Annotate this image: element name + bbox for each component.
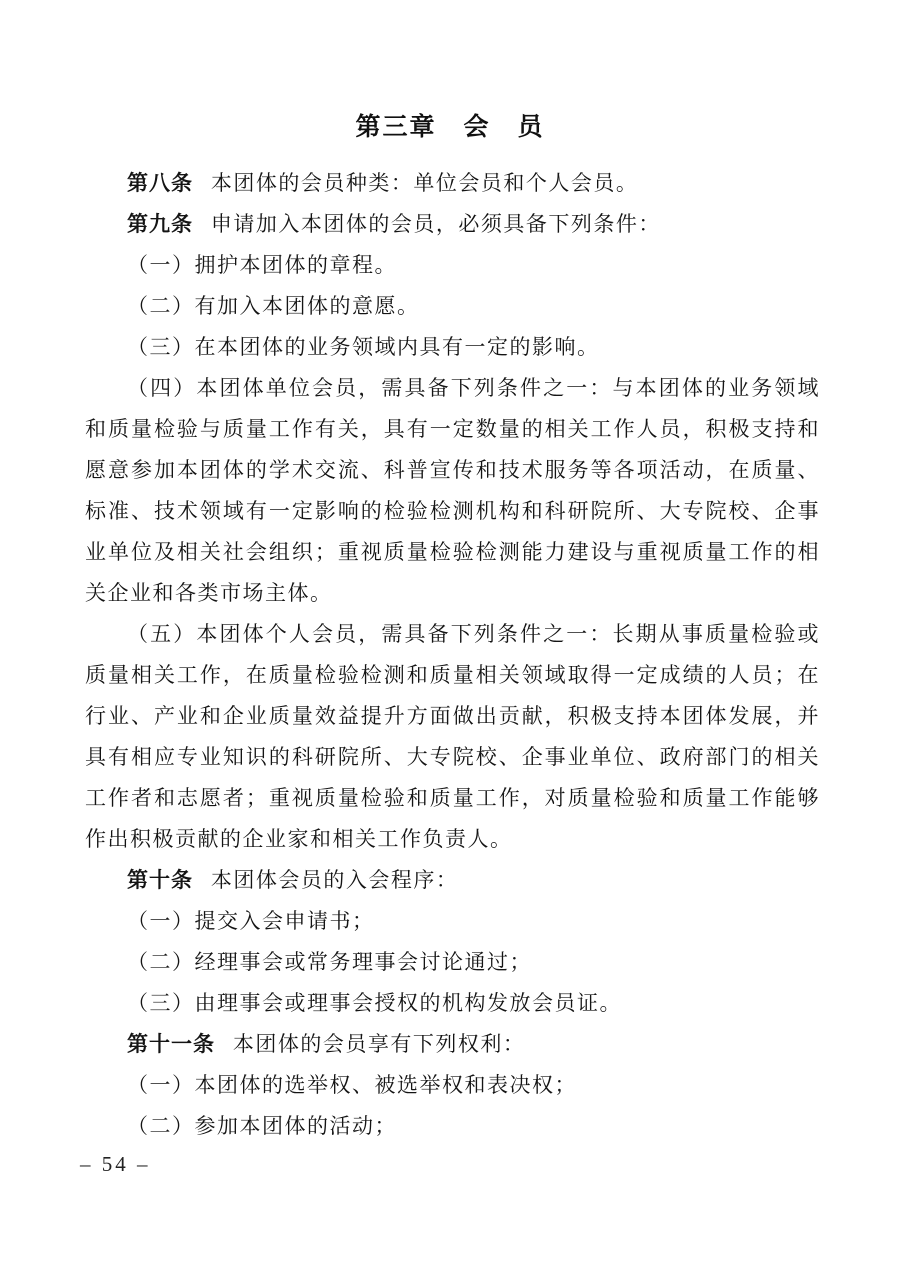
clause-paragraph	[85, 983, 820, 1024]
paragraph-text: （一）本团体的选举权、被选举权和表决权；	[127, 1073, 577, 1097]
clause-paragraph	[85, 614, 820, 860]
clause-paragraph	[85, 245, 820, 286]
article-paragraph	[85, 860, 820, 901]
paragraph-text: （四）本团体单位会员，需具备下列条件之一：与本团体的业务领域和质量检验与质量工作有关，具有一定数量的相关工作人员，积极支持和愿意参加本团体的学术交流、科普宣传和技术服务等各项活动，在质量、标准、技术领域有一定影响的检验检测机构和科研院所、大专院校、企事业单位及相关社会组织；重视质量检验检测能力建设与重视质量工作的相关企业和各类市场主体。	[85, 376, 820, 605]
paragraph-text: （二）参加本团体的活动；	[127, 1114, 397, 1138]
paragraph-text: （二）有加入本团体的意愿。	[127, 294, 420, 318]
clause-paragraph	[85, 901, 820, 942]
paragraph-text: （二）经理事会或常务理事会讨论通过；	[127, 950, 532, 974]
clause-paragraph	[85, 942, 820, 983]
clause-paragraph	[85, 327, 820, 368]
paragraph-text: 本团体会员的入会程序：	[210, 868, 459, 892]
paragraph-text: （一）提交入会申请书；	[127, 909, 375, 933]
article-number: 第十条	[127, 869, 193, 892]
clause-paragraph	[85, 1065, 820, 1106]
article-number: 第九条	[127, 213, 193, 236]
clause-paragraph	[85, 368, 820, 614]
paragraph-text: 本团体的会员享有下列权利：	[232, 1032, 526, 1056]
paragraph-text: 申请加入本团体的会员，必须具备下列条件：	[210, 212, 661, 236]
paragraph-text: （三）在本团体的业务领域内具有一定的影响。	[127, 335, 600, 359]
article-paragraph	[85, 1024, 820, 1065]
clause-paragraph	[85, 286, 820, 327]
article-paragraph	[85, 204, 820, 245]
page-number: – 54 –	[80, 1152, 151, 1176]
paragraph-text: （一）拥护本团体的章程。	[127, 253, 397, 277]
clause-paragraph	[85, 1106, 820, 1147]
paragraph-text: （五）本团体个人会员，需具备下列条件之一：长期从事质量检验或质量相关工作，在质量检验检测和质量相关领域取得一定成绩的人员；在行业、产业和企业质量效益提升方面做出贡献，积极支持本团体发展，并具有相应专业知识的科研院所、大专院校、企事业单位、政府部门的相关工作者和志愿者；重视质量检验和质量工作，对质量检验和质量工作能够作出积极贡献的企业家和相关工作负责人。	[85, 622, 820, 851]
paragraph-text: （三）由理事会或理事会授权的机构发放会员证。	[127, 991, 622, 1015]
document-body	[85, 163, 820, 1147]
paragraph-text: 本团体的会员种类：单位会员和个人会员。	[210, 171, 639, 195]
article-paragraph	[85, 163, 820, 204]
article-number: 第十一条	[127, 1033, 215, 1056]
chapter-title: 第三章 会 员	[355, 113, 545, 141]
article-number: 第八条	[127, 172, 193, 195]
